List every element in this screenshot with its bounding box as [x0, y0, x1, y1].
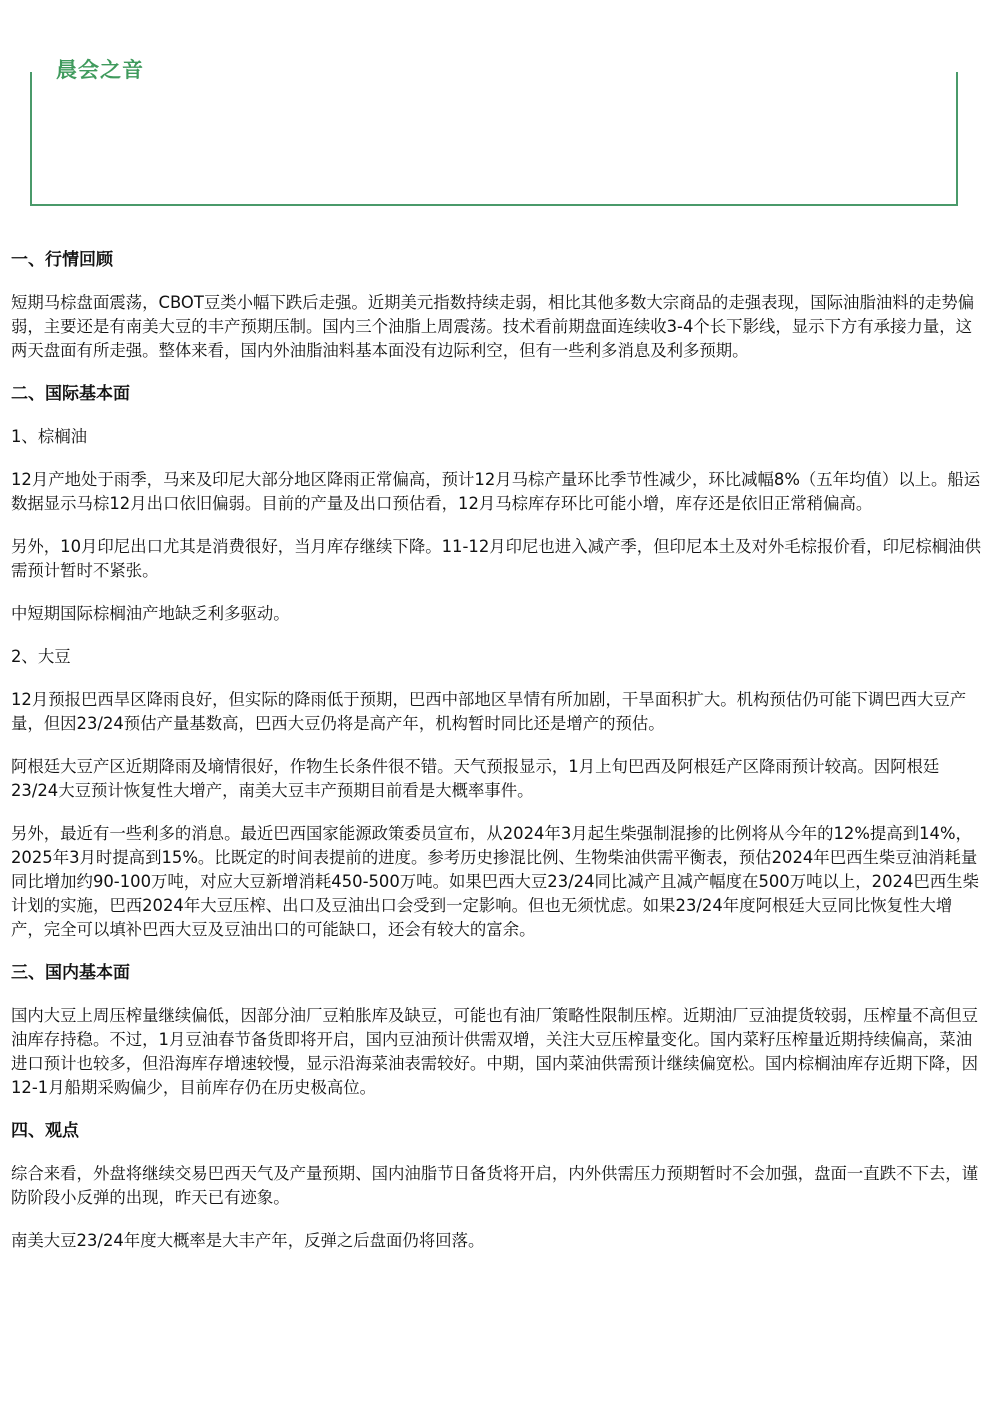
section-heading-international: 二、国际基本面 — [11, 384, 130, 404]
report-title: 晨会之音 — [52, 54, 148, 84]
section-heading-outlook: 四、观点 — [11, 1121, 79, 1141]
paragraph-market-review: 短期马棕盘面震荡，CBOT豆类小幅下跌后走强。近期美元指数持续走弱，相比其他多数大宗商品的走强表现，国际油脂油料的走势偏弱，主要还是有南美大豆的丰产预期压制。国内三个油脂上周震荡。技术看前期盘面连续收3-4个长下影线，显示下方有承接力量，这两天盘面有所走强。整体来看，国内外油脂油料基本面没有边际利空，但有一些利多消息及利多预期。 — [11, 293, 975, 360]
paragraph-palm-oil-3: 中短期国际棕榈油产地缺乏利多驱动。 — [11, 604, 290, 623]
paragraph-palm-oil-2: 另外，10月印尼出口尤其是消费很好，当月库存继续下降。11-12月印尼也进入减产季，但印尼本土及对外毛棕报价看，印尼棕榈油供需预计暂时不紧张。 — [11, 537, 981, 580]
paragraph-outlook-2: 南美大豆23/24年度大概率是大丰产年，反弹之后盘面仍将回落。 — [11, 1231, 485, 1250]
section-heading-domestic: 三、国内基本面 — [11, 963, 130, 983]
subheading-soybean: 2、大豆 — [11, 647, 71, 666]
section-heading-market-review: 一、行情回顾 — [11, 250, 113, 270]
report-body — [11, 248, 983, 1272]
paragraph-soybean-3: 另外，最近有一些利多的消息。最近巴西国家能源政策委员宣布，从2024年3月起生柴强制混掺的比例将从今年的12%提高到14%，2025年3月时提高到15%。比既定的时间表提前的进度。参考历史掺混比例、生物柴油供需平衡表，预估2024年巴西生柴豆油消耗量同比增加约90-100万吨，对应大豆新增消耗450-500万吨。如果巴西大豆23/24同比减产且减产幅度在500万吨以上，2024巴西生柴计划的实施，巴西2024年大豆压榨、出口及豆油出口会受到一定影响。但也无须忧虑。如果23/24年度阿根廷大豆同比恢复性大增产，完全可以填补巴西大豆及豆油出口的可能缺口，还会有较大的富余。 — [11, 824, 979, 939]
paragraph-domestic: 国内大豆上周压榨量继续偏低，因部分油厂豆粕胀库及缺豆，可能也有油厂策略性限制压榨。近期油厂豆油提货较弱，压榨量不高但豆油库存持稳。不过，1月豆油春节备货即将开启，国内豆油预计供需双增，关注大豆压榨量变化。国内菜籽压榨量近期持续偏高，菜油进口预计也较多，但沿海库存增速较慢，显示沿海菜油表需较好。中期，国内菜油供需预计继续偏宽松。国内棕榈油库存近期下降，因12-1月船期采购偏少，目前库存仍在历史极高位。 — [11, 1006, 979, 1097]
paragraph-soybean-1: 12月预报巴西旱区降雨良好，但实际的降雨低于预期，巴西中部地区旱情有所加剧，干旱面积扩大。机构预估仍可能下调巴西大豆产量，但因23/24预估产量基数高，巴西大豆仍将是高产年，机构暂时同比还是增产的预估。 — [11, 690, 967, 733]
paragraph-palm-oil-1: 12月产地处于雨季，马来及印尼大部分地区降雨正常偏高，预计12月马棕产量环比季节性减少，环比减幅8%（五年均值）以上。船运数据显示马棕12月出口依旧偏弱。目前的产量及出口预估看，12月马棕库存环比可能小增，库存还是依旧正常稍偏高。 — [11, 470, 981, 513]
header-frame — [30, 72, 958, 206]
paragraph-soybean-2: 阿根廷大豆产区近期降雨及墒情很好，作物生长条件很不错。天气预报显示，1月上旬巴西及阿根廷产区降雨预计较高。因阿根廷23/24大豆预计恢复性大增产，南美大豆丰产预期目前看是大概率事件。 — [11, 757, 940, 800]
subheading-palm-oil: 1、棕榈油 — [11, 427, 87, 446]
paragraph-outlook-1: 综合来看，外盘将继续交易巴西天气及产量预期、国内油脂节日备货将开启，内外供需压力预期暂时不会加强，盘面一直跌不下去，谨防阶段小反弹的出现，昨天已有迹象。 — [11, 1164, 979, 1207]
